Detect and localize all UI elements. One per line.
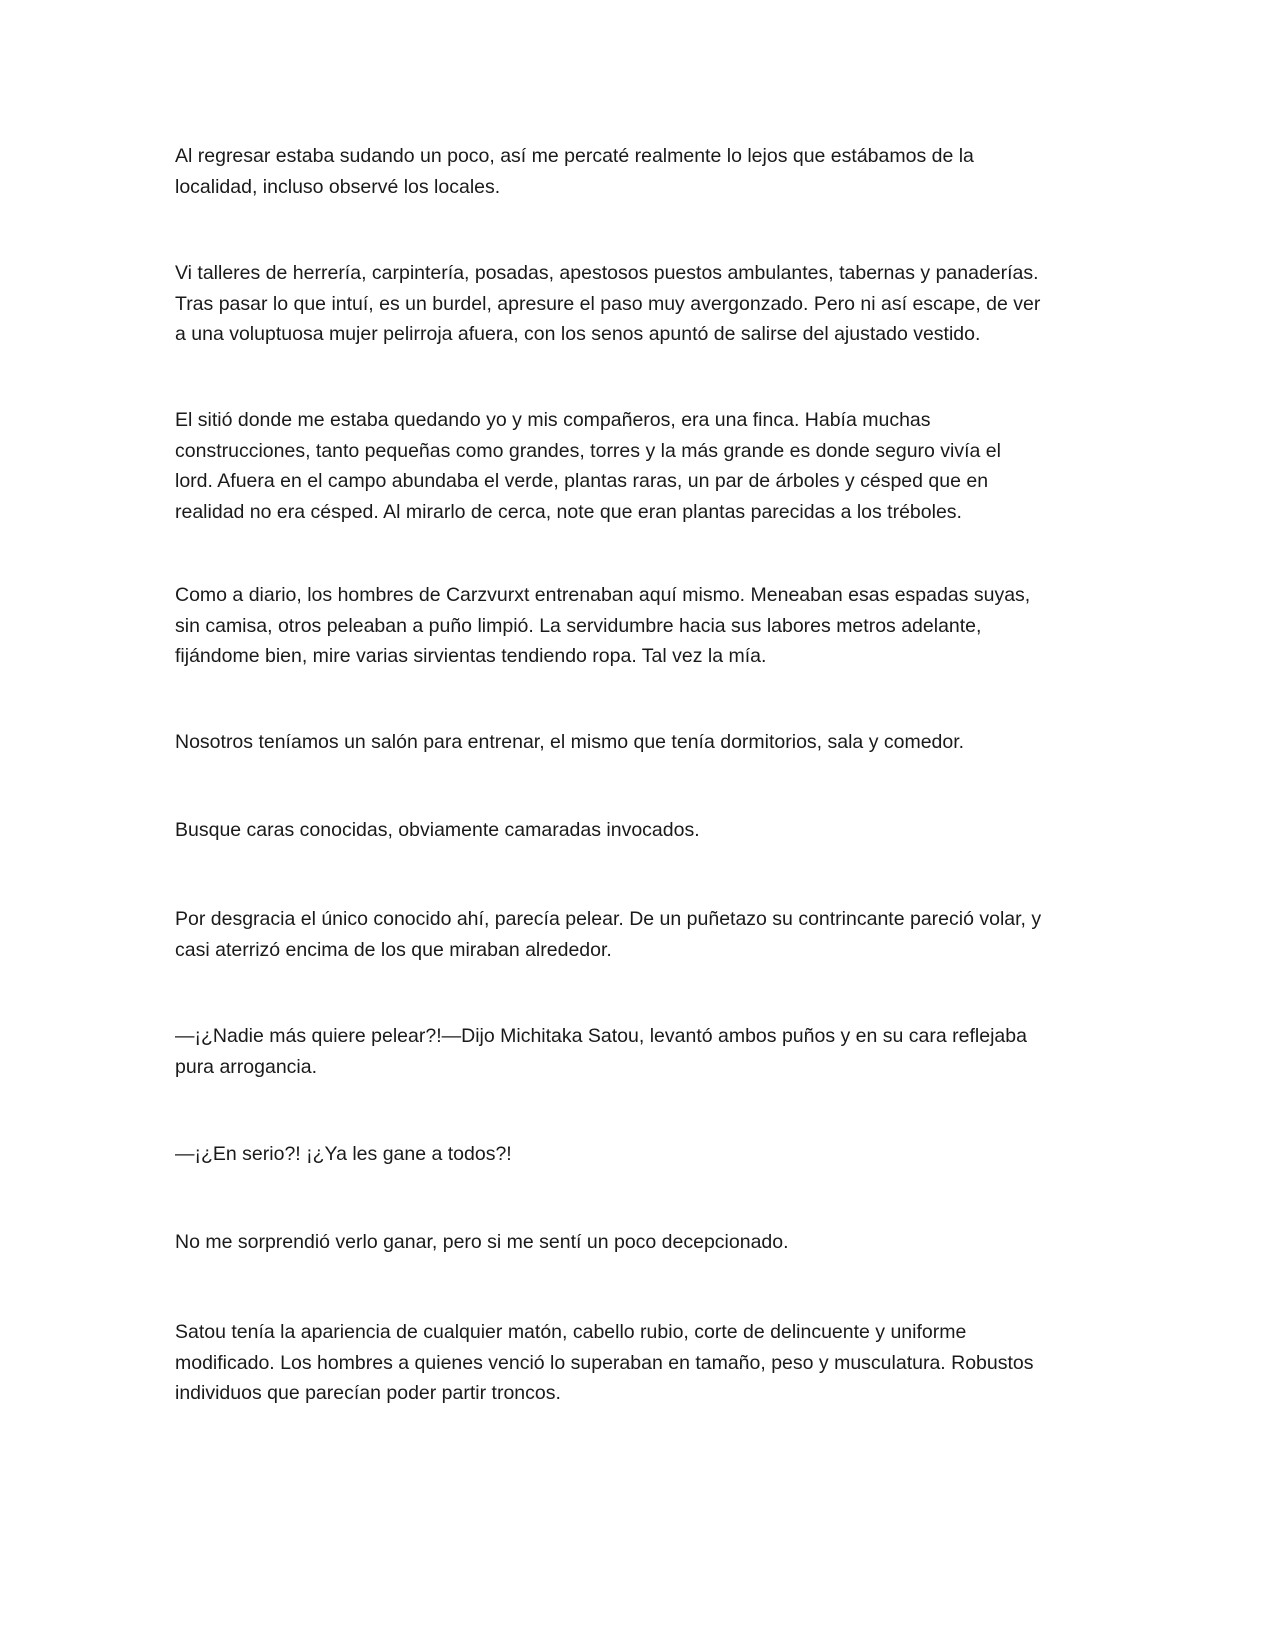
paragraph-11: Satou tenía la apariencia de cualquier matón, cabello rubio, corte de delincuente y uniforme modificado. Los hombres a quienes venció lo superaban en tamaño, peso y musculatura. Robustos individuos que parecían poder partir troncos. xyxy=(175,1321,1034,1404)
paragraph-2: Vi talleres de herrería, carpintería, posadas, apestosos puestos ambulantes, tabernas y panaderías. Tras pasar lo que intuí, es un burdel, apresure el paso muy avergonzado. Pero ni así escape, de ver a una voluptuosa mujer pelirroja afuera, con los senos apuntó de salirse del ajustado vestido. xyxy=(175,262,1041,345)
paragraph-8: —¡¿Nadie más quiere pelear?!—Dijo Michitaka Satou, levantó ambos puños y en su cara reflejaba pura arrogancia. xyxy=(175,1025,1027,1078)
paragraph-10: No me sorprendió verlo ganar, pero si me sentí un poco decepcionado. xyxy=(175,1231,789,1253)
paragraph-9: —¡¿En serio?! ¡¿Ya les gane a todos?! xyxy=(175,1143,512,1165)
paragraph-6: Busque caras conocidas, obviamente camaradas invocados. xyxy=(175,819,700,841)
paragraph-1: Al regresar estaba sudando un poco, así me percaté realmente lo lejos que estábamos de la localidad, incluso observé los locales. xyxy=(175,145,974,198)
paragraph-3: El sitió donde me estaba quedando yo y mis compañeros, era una finca. Había muchas construcciones, tanto pequeñas como grandes, torres y la más grande es donde seguro vivía el lord. Afuera en el campo abundaba el verde, plantas raras, un par de árboles y césped que en realidad no era césped. Al mirarlo de cerca, note que eran plantas parecidas a los tréboles. xyxy=(175,409,1001,523)
paragraph-7: Por desgracia el único conocido ahí, parecía pelear. De un puñetazo su contrincante pareció volar, y casi aterrizó encima de los que miraban alrededor. xyxy=(175,908,1042,961)
paragraph-4: Como a diario, los hombres de Carzvurxt entrenaban aquí mismo. Meneaban esas espadas suyas, sin camisa, otros peleaban a puño limpió. La servidumbre hacia sus labores metros adelante, fijándome bien, mire varias sirvientas tendiendo ropa. Tal vez la mía. xyxy=(175,584,1031,667)
paragraph-5: Nosotros teníamos un salón para entrenar, el mismo que tenía dormitorios, sala y comedor. xyxy=(175,731,965,753)
